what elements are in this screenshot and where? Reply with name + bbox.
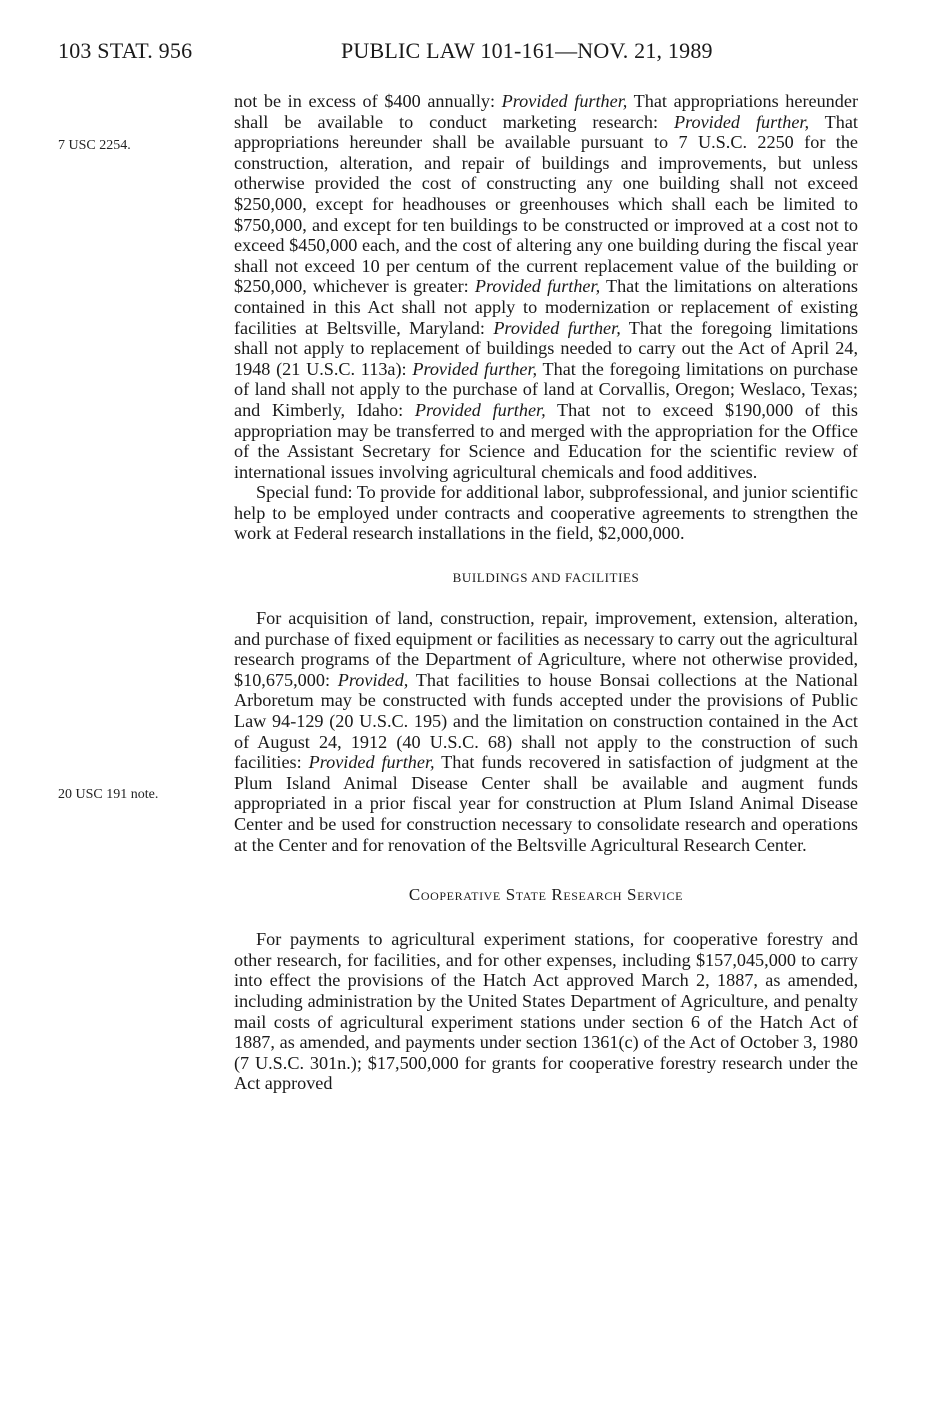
page-title: PUBLIC LAW 101-161—NOV. 21, 1989 [341, 38, 713, 63]
heading-cooperative-state-research-service: Cooperative State Research Service [408, 885, 684, 905]
proviso-italic: Provided further, [308, 752, 435, 773]
proviso-italic: Provided further, [674, 111, 810, 132]
text-run: That appropriations hereunder shall be available to conduct marketing research: [234, 91, 859, 132]
page-number: 103 STAT. 956 [58, 38, 193, 63]
text-run: That appropriations hereunder shall be available pursuant to 7 U.S.C. 2250 for the construction, alteration, and repair of buildings and improvements, but unless otherwise provided the cost of constructing any one building shall not exceed $250,000, except for headhouses or greenhouses which shall each be limited to $750,000, and except for ten buildings to be constructed or improved at a cost not to exceed $450,000 each, and the cost of altering any one building during the fiscal year shall not exceed 10 per centum of the current replacement value of the building or $250,000, whichever is greater: [234, 111, 858, 297]
running-head [58, 38, 887, 68]
proviso-italic: Provided further, [412, 358, 538, 379]
text-run: not be in excess of $400 annually: [234, 91, 502, 111]
text-run: That not to exceed $190,000 of this appropriation may be transferred to and merged with the appropriation for the Office of the Assistant Secretary for Science and Education for the scientific review of international issues involving agricultural chemicals and food additives. [234, 399, 859, 482]
proviso-italic: Provided further, [501, 91, 628, 111]
margin-note-7-usc-2254: 7 USC 2254. [58, 138, 131, 153]
proviso-italic: Provided further, [414, 399, 546, 420]
paragraph-buildings [234, 608, 858, 855]
proviso-italic: Provided further, [474, 276, 601, 297]
margin-note-20-usc-191: 20 USC 191 note. [58, 787, 159, 802]
text-run: For acquisition of land, construction, repair, improvement, extension, alteration, and purchase of fixed equipment or facilities as necessary to carry out the agricultural research programs of the Department of Agriculture, where not otherwise provided, $10,675,000: [234, 608, 858, 690]
proviso-italic: Provided further, [493, 317, 621, 338]
text-run: That the limitations on alterations contained in this Act shall not apply to modernization or replacement of existing facilities at Beltsville, Maryland: [234, 276, 859, 338]
heading-buildings-and-facilities: BUILDINGS AND FACILITIES [452, 570, 640, 586]
paragraph-continuation [234, 91, 858, 482]
text-run: That the foregoing limitations shall not apply to replacement of buildings needed to carry out the Act of April 24, 1948 (21 U.S.C. 113a): [234, 317, 859, 379]
paragraph-special-fund: Special fund: To provide for additional labor, subprofessional, and junior scientific help to be employed under contracts and cooperative agreements to strengthen the work at Federal research installations in the field, $2,000,000. [234, 482, 858, 544]
body-text [234, 91, 858, 1094]
paragraph-csrs: For payments to agricultural experiment stations, for cooperative forestry and other research, for facilities, and for other expenses, including $157,045,000 to carry into effect the provisions of the Hatch Act approved March 2, 1887, as amended, including administration by the United States Department of Agriculture, and penalty mail costs of agricultural experiment stations under section 6 of the Hatch Act of 1887, as amended, and payments under section 1361(c) of the Act of October 3, 1980 (7 U.S.C. 301n.); $17,500,000 for grants for cooperative forestry research under the Act approved [234, 929, 858, 1094]
text-run: That facilities to house Bonsai collections at the National Arboretum may be constructed with funds accepted under the provisions of Public Law 94-129 (20 U.S.C. 195) and the limitation on construction contained in the Act of August 24, 1912 (40 U.S.C. 68) shall not apply to the construction of such facilities: [234, 669, 858, 773]
text-run: That the foregoing limitations on purchase of land shall not apply to the purchase of land at Corvallis, Oregon; Weslaco, Texas; and Kimberly, Idaho: [234, 358, 858, 420]
text-run: That funds recovered in satisfaction of judgment at the Plum Island Animal Disease Center shall be available and augment funds appropriated in a prior fiscal year for construction at Plum Island Animal Disease Center and be used for construction necessary to consolidate research and operations at the Center and for renovation of the Beltsville Agricultural Research Center. [234, 752, 859, 855]
proviso-italic: Provided, [337, 669, 409, 690]
